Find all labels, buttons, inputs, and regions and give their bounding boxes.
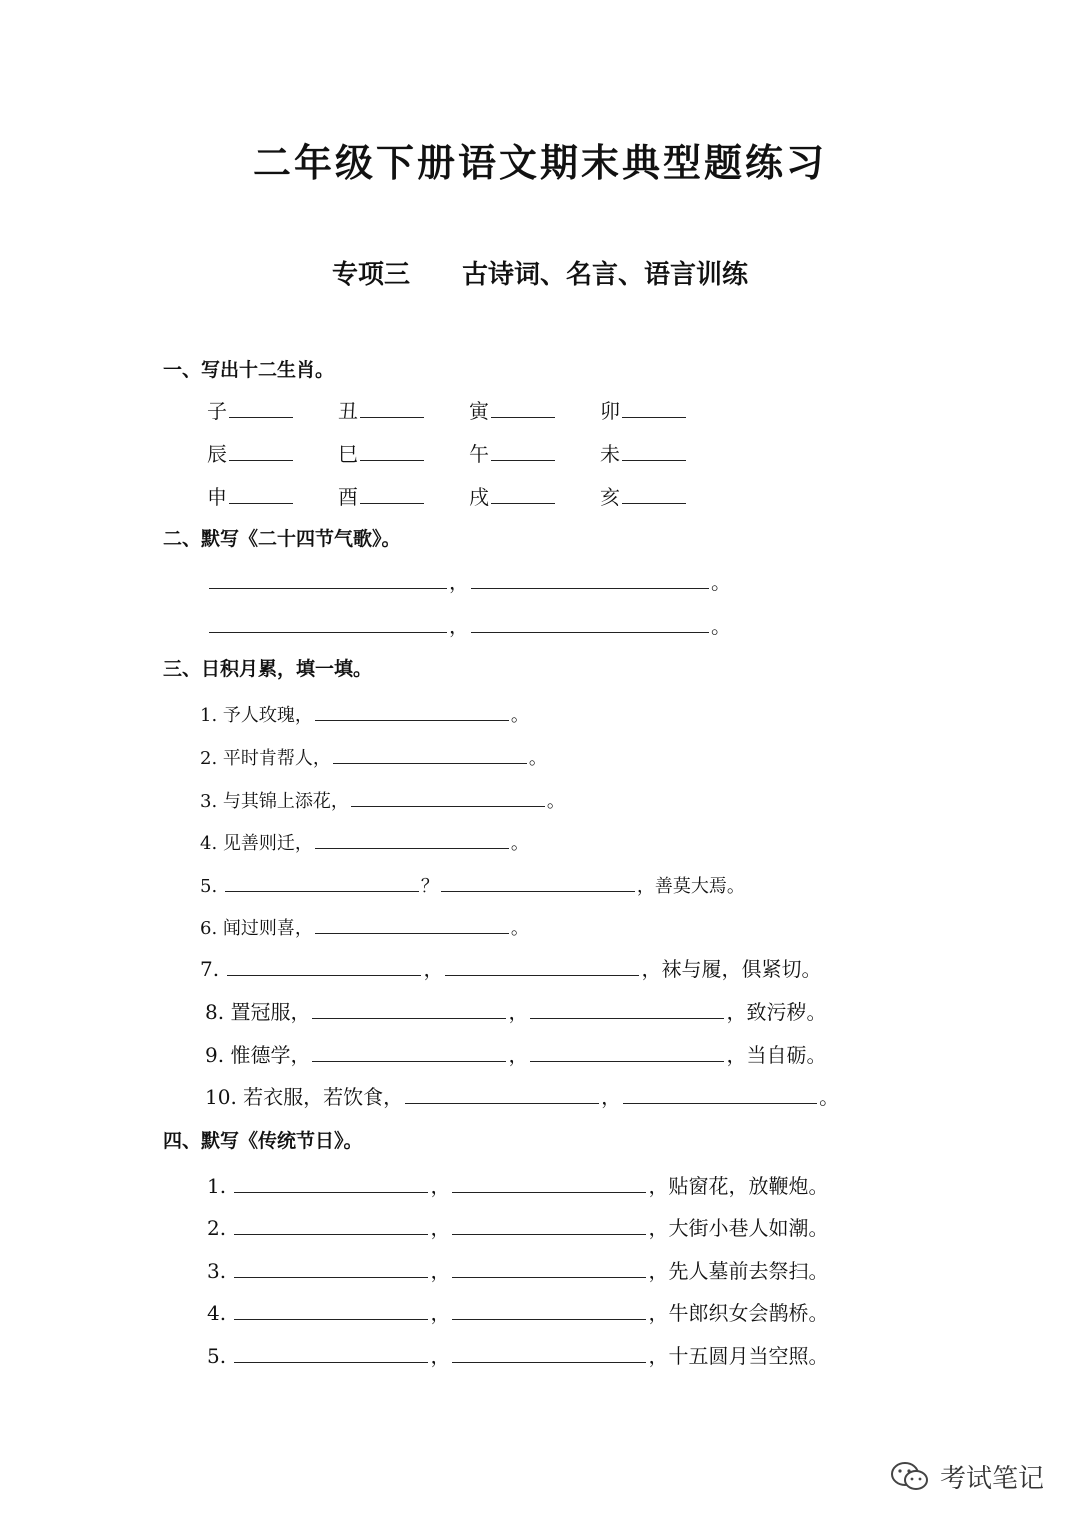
answer-blank[interactable]: [333, 741, 527, 764]
item-suffix: ，袜与履，俱紧切。: [641, 957, 822, 981]
answer-blank[interactable]: [234, 1170, 428, 1193]
answer-blank[interactable]: [229, 438, 293, 461]
answer-blank[interactable]: [315, 826, 509, 849]
item-prefix: 10. 若衣服，若饮食，: [205, 1085, 404, 1109]
answer-blank[interactable]: [491, 395, 555, 418]
zodiac-item: [338, 481, 426, 510]
item-mid: ，: [430, 1344, 451, 1368]
zodiac-item: [469, 438, 557, 467]
zodiac-item: [600, 438, 688, 467]
zodiac-label: 丑: [338, 399, 358, 423]
solar-terms-line-2: ， 。: [207, 610, 731, 639]
item-prefix: 1. 予人玫瑰，: [200, 705, 313, 726]
answer-blank[interactable]: [360, 481, 424, 504]
answer-blank[interactable]: [312, 996, 506, 1019]
answer-blank[interactable]: [441, 869, 635, 892]
item-suffix: ，十五圆月当空照。: [648, 1344, 829, 1368]
item-suffix: 。: [510, 918, 529, 939]
list-item: [207, 1340, 828, 1369]
answer-blank[interactable]: [471, 566, 709, 589]
list-item: [205, 1081, 839, 1110]
answer-blank[interactable]: [315, 911, 509, 934]
list-item: [205, 1039, 826, 1068]
zodiac-item: [207, 438, 295, 467]
zodiac-label: 辰: [207, 442, 227, 466]
answer-blank[interactable]: [351, 784, 545, 807]
list-item: [207, 1212, 828, 1241]
list-item: [207, 1170, 828, 1199]
answer-blank[interactable]: [452, 1212, 646, 1235]
item-mid: ，: [430, 1259, 451, 1283]
zodiac-item: [207, 481, 295, 510]
item-suffix: ，贴窗花，放鞭炮。: [648, 1174, 829, 1198]
zodiac-item: [469, 481, 557, 510]
answer-blank[interactable]: [491, 481, 555, 504]
item-suffix: 。: [510, 833, 529, 854]
answer-blank[interactable]: [229, 395, 293, 418]
section-3-heading: 三、日积月累，填一填。: [163, 658, 373, 680]
zodiac-label: 卯: [600, 399, 620, 423]
item-prefix: 2.: [207, 1216, 233, 1240]
answer-blank[interactable]: [405, 1081, 599, 1104]
answer-blank[interactable]: [360, 395, 424, 418]
zodiac-label: 亥: [600, 485, 620, 509]
answer-blank[interactable]: [452, 1340, 646, 1363]
item-suffix: ，先人墓前去祭扫。: [648, 1259, 829, 1283]
item-mid: ，: [430, 1301, 451, 1325]
answer-blank[interactable]: [312, 1039, 506, 1062]
item-suffix: ，牛郎织女会鹊桥。: [648, 1301, 829, 1325]
answer-blank[interactable]: [234, 1297, 428, 1320]
item-suffix: 。: [528, 748, 547, 769]
answer-blank[interactable]: [225, 869, 419, 892]
list-item: [200, 741, 547, 770]
watermark: [890, 1458, 1044, 1495]
zodiac-item: [469, 395, 557, 424]
answer-blank[interactable]: [209, 610, 447, 633]
item-mid: ，: [508, 1043, 529, 1067]
zodiac-label: 酉: [338, 485, 358, 509]
item-prefix: 3. 与其锦上添花，: [200, 791, 349, 812]
answer-blank[interactable]: [452, 1297, 646, 1320]
answer-blank[interactable]: [315, 698, 509, 721]
list-item: [200, 784, 565, 813]
list-item: [200, 911, 529, 940]
answer-blank[interactable]: [622, 481, 686, 504]
answer-blank[interactable]: [445, 953, 639, 976]
item-prefix: 9. 惟德学，: [205, 1043, 311, 1067]
answer-blank[interactable]: [530, 996, 724, 1019]
zodiac-label: 子: [207, 399, 227, 423]
list-item: [200, 826, 529, 855]
item-prefix: 6. 闻过则喜，: [200, 918, 313, 939]
item-mid: ，: [430, 1174, 451, 1198]
answer-blank[interactable]: [360, 438, 424, 461]
page-title: 二年级下册语文期末典型题练习: [252, 141, 827, 185]
wechat-icon: [890, 1460, 930, 1494]
section-4-heading: 四、默写《传统节日》。: [163, 1130, 363, 1152]
answer-blank[interactable]: [209, 566, 447, 589]
answer-blank[interactable]: [234, 1255, 428, 1278]
item-mid: ，: [430, 1216, 451, 1240]
list-item: [207, 1297, 828, 1326]
item-prefix: 4.: [207, 1301, 233, 1325]
answer-blank[interactable]: [622, 395, 686, 418]
item-prefix: 1.: [207, 1174, 233, 1198]
list-item: [200, 869, 745, 898]
list-item: [205, 996, 826, 1025]
answer-blank[interactable]: [234, 1212, 428, 1235]
zodiac-label: 巳: [338, 442, 358, 466]
answer-blank[interactable]: [234, 1340, 428, 1363]
list-item: [207, 1255, 828, 1284]
item-mid: ，: [423, 957, 444, 981]
answer-blank[interactable]: [227, 953, 421, 976]
item-prefix: 5.: [207, 1344, 233, 1368]
list-item: [200, 698, 529, 727]
item-suffix: ，大街小巷人如潮。: [648, 1216, 829, 1240]
item-prefix: 7.: [200, 957, 226, 981]
list-item: [200, 953, 821, 982]
answer-blank[interactable]: [491, 438, 555, 461]
item-suffix: 。: [819, 1085, 840, 1109]
zodiac-item: [338, 395, 426, 424]
answer-blank[interactable]: [452, 1170, 646, 1193]
answer-blank[interactable]: [471, 610, 709, 633]
zodiac-label: 未: [600, 442, 620, 466]
item-suffix: 。: [546, 791, 565, 812]
solar-terms-line-1: ， 。: [207, 566, 731, 595]
zodiac-item: [338, 438, 426, 467]
item-prefix: 5.: [200, 876, 223, 897]
item-suffix: 。: [510, 705, 529, 726]
page-subtitle: 专项三 古诗词、名言、语言训练: [331, 260, 748, 290]
zodiac-label: 申: [207, 485, 227, 509]
answer-blank[interactable]: [622, 438, 686, 461]
item-suffix: ，善莫大焉。: [636, 876, 745, 897]
answer-blank[interactable]: [452, 1255, 646, 1278]
zodiac-label: 午: [469, 442, 489, 466]
zodiac-item: [600, 481, 688, 510]
item-mid: ，: [508, 1000, 529, 1024]
answer-blank[interactable]: [530, 1039, 724, 1062]
item-mid: ？: [420, 876, 439, 897]
item-prefix: 8. 置冠服，: [205, 1000, 311, 1024]
answer-blank[interactable]: [623, 1081, 817, 1104]
zodiac-label: 寅: [469, 399, 489, 423]
zodiac-label: 戌: [469, 485, 489, 509]
item-prefix: 3.: [207, 1259, 233, 1283]
answer-blank[interactable]: [229, 481, 293, 504]
item-mid: ，: [601, 1085, 622, 1109]
item-prefix: 2. 平时肯帮人，: [200, 748, 331, 769]
zodiac-item: [600, 395, 688, 424]
item-suffix: ，致污秽。: [726, 1000, 827, 1024]
watermark-text: 考试笔记: [939, 1464, 1044, 1494]
zodiac-item: [207, 395, 295, 424]
section-2-heading: 二、默写《二十四节气歌》。: [163, 528, 401, 550]
section-1-heading: 一、写出十二生肖。: [163, 359, 335, 381]
item-prefix: 4. 见善则迁，: [200, 833, 313, 854]
item-suffix: ，当自砺。: [726, 1043, 827, 1067]
